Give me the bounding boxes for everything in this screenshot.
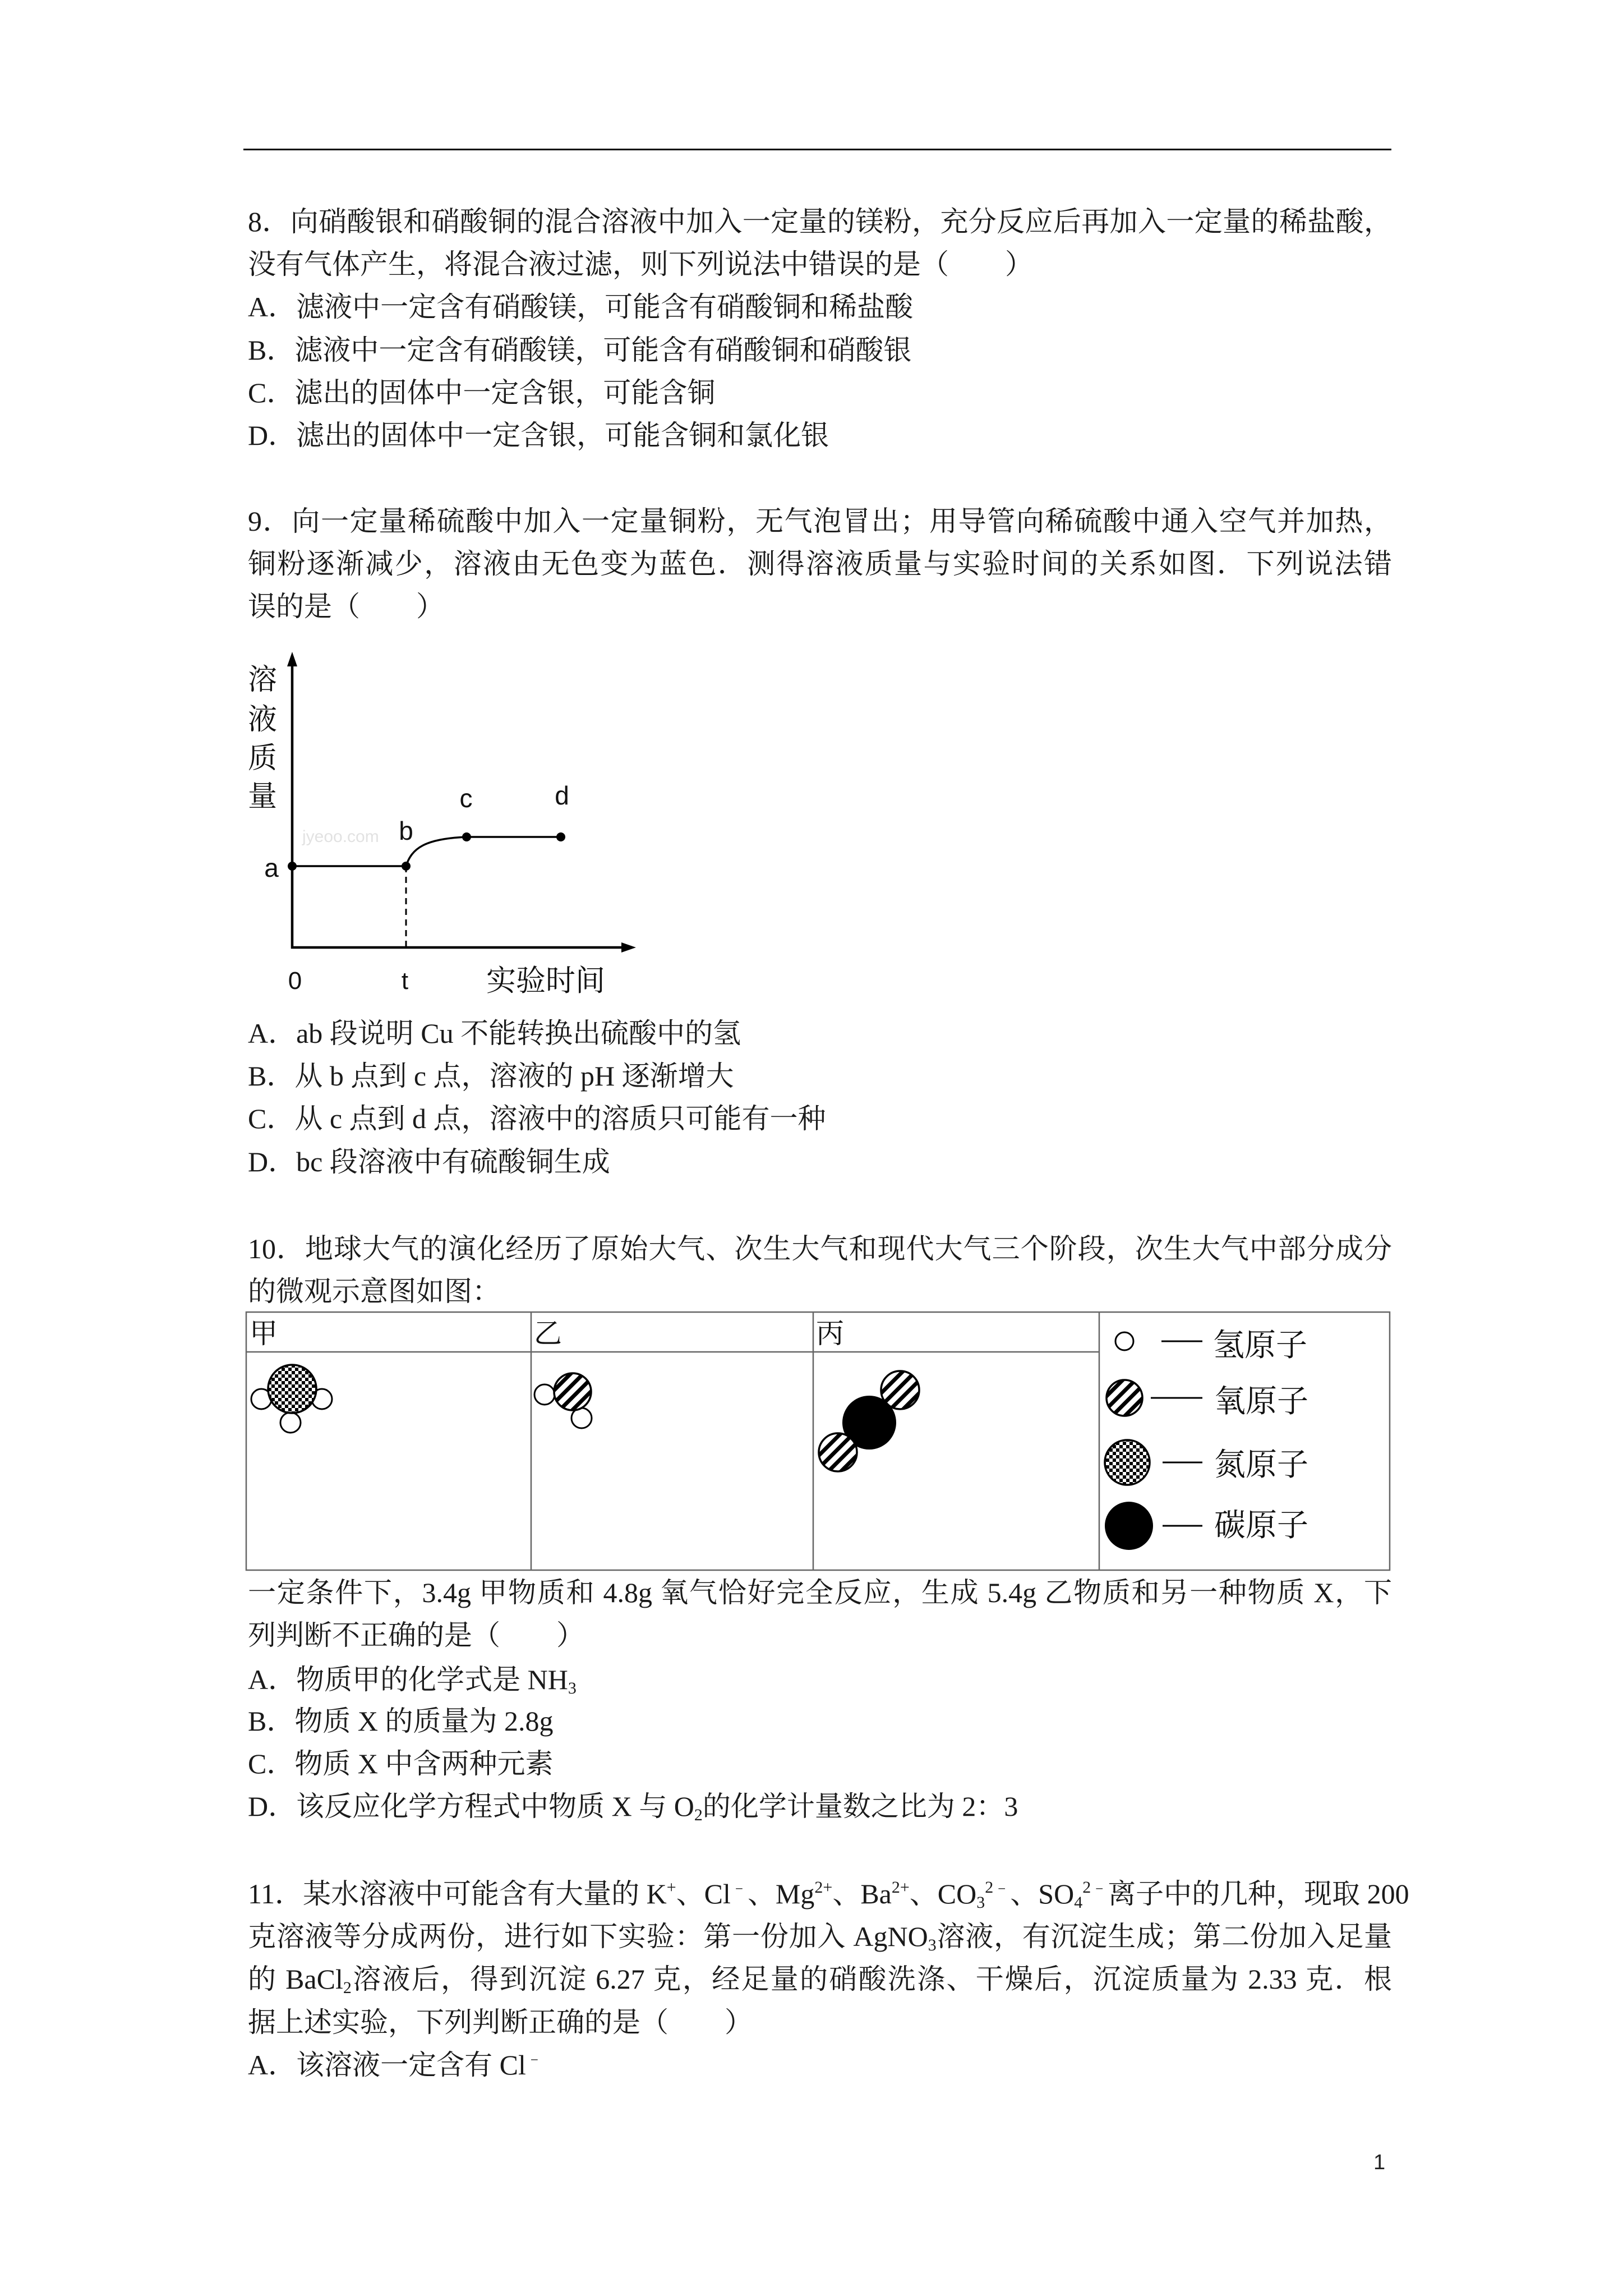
x-axis-arrow [621,942,636,953]
q9-option-c: C．从 c 点到 d 点，溶液中的溶质只可能有一种 [248,1103,826,1134]
q11-stem-line-1 [248,1872,1409,1915]
carbon-legend-icon [1105,1502,1153,1550]
hydrogen-atom [280,1412,301,1433]
q11-stem-line-2 [248,1915,1392,1958]
oxygen-atom [554,1373,591,1410]
superscript: 2+ [814,1878,833,1897]
text-run: 11．某水溶液中可能含有大量的 K [248,1878,667,1910]
graph-watermark: jyeoo.com [302,827,379,846]
superscript: ﹣ [730,1878,748,1897]
q10-option-d [248,1785,1018,1828]
subscript: 3 [928,1936,937,1955]
q10-stem-line-2: 的微观示意图如图： [248,1276,500,1307]
q10-stem2-line-2: 列判断不正确的是（ ） [248,1619,584,1651]
text-run: 的 BaCl [248,1963,343,1995]
q9-option-d: D．bc 段溶液中有硫酸铜生成 [248,1146,610,1177]
header-rule [243,149,1391,150]
text-run: 离子中的几种，现取 200 [1108,1878,1409,1910]
option-text: 的化学计量数之比为 2：3 [702,1791,1018,1822]
point-label-d: d [555,781,569,810]
point-d [556,832,565,841]
text-run: 、SO [1010,1878,1075,1910]
q8-stem-line-1: 8．向硝酸银和硝酸铜的混合溶液中加入一定量的镁粉，充分反应后再加入一定量的稀盐酸， [248,206,1392,237]
molecule-jia [251,1365,332,1433]
x-axis-label: 实验时间 [486,964,605,997]
q9-option-b: B．从 b 点到 c 点，溶液的 pH 逐渐增大 [248,1060,734,1092]
point-a [288,862,297,871]
superscript: + [666,1878,676,1897]
q11-option-a [248,2044,543,2086]
legend-label-hydrogen: 氢原子 [1213,1327,1307,1363]
origin-label: 0 [288,967,302,995]
text-run: 克溶液等分成两份，进行如下实验：第一份加入 AgNO [248,1921,928,1952]
q9-option-a: A．ab 段说明 Cu 不能转换出硫酸中的氢 [248,1018,741,1049]
q8-stem-line-2: 没有气体产生，将混合液过滤，则下列说法中错误的是（ ） [248,249,1033,280]
hydrogen-legend-icon [1115,1332,1133,1350]
hydrogen-atom [534,1384,555,1405]
q8-option-a: A．滤液中一定含有硝酸镁，可能含有硝酸铜和稀盐酸 [248,291,914,323]
curve-bc [406,837,467,866]
table-header-bing: 丙 [816,1318,844,1349]
text-run: 、Ba [832,1878,892,1910]
superscript: 2﹣ [1082,1878,1108,1897]
y-axis-label-char: 质 [247,742,278,775]
q11-stem-line-3 [248,1958,1392,2000]
subscript: 2 [694,1806,703,1825]
table-header-yi: 乙 [534,1318,562,1349]
y-axis-arrow [287,652,297,666]
q9-stem-line-2: 铜粉逐渐减少，溶液由无色变为蓝色．测得溶液质量与实验时间的关系如图．下列说法错 [248,548,1392,579]
y-axis-label-char: 量 [247,780,278,813]
q10-stem-line-1: 10．地球大气的演化经历了原始大气、次生大气和现代大气三个阶段，次生大气中部分成分 [248,1233,1392,1264]
molecule-diagram-table [241,1307,1396,1576]
text-run: 、CO [909,1878,977,1910]
oxygen-legend-icon [1106,1380,1142,1416]
point-label-c: c [459,784,473,813]
table-header-jia: 甲 [250,1318,278,1349]
q8-option-b: B．滤液中一定含有硝酸镁，可能含有硝酸铜和硝酸银 [248,334,912,366]
nitrogen-atom [268,1365,316,1413]
point-label-a: a [264,853,279,882]
subscript: 2 [343,1978,352,1998]
oxygen-atom [819,1433,857,1471]
subscript: 4 [1074,1893,1083,1912]
atom-legend [1105,1327,1308,1550]
point-b [402,862,411,871]
superscript: ﹣ [525,2049,543,2068]
q9-stem-line-3: 误的是（ ） [248,591,444,622]
point-label-b: b [399,816,413,845]
q10-option-c: C．物质 X 中含两种元素 [248,1748,554,1779]
q10-option-b: B．物质 X 的质量为 2.8g [248,1705,554,1737]
superscript: 2﹣ [985,1878,1011,1897]
subscript: 3 [568,1679,577,1698]
x-tick-label-t: t [401,967,409,995]
molecule-yi [534,1373,592,1428]
nitrogen-legend-icon [1105,1440,1150,1485]
y-axis-label-char: 液 [247,703,278,736]
text-run: 、Cl [676,1878,731,1910]
text-run: 溶液，有沉淀生成；第二份加入足量 [936,1921,1393,1952]
text-run: 、Mg [747,1878,815,1910]
legend-label-nitrogen: 氮原子 [1214,1447,1308,1482]
option-text: D．该反应化学方程式中物质 X 与 O [248,1791,694,1822]
q9-stem-line-1: 9．向一定量稀硫酸中加入一定量铜粉，无气泡冒出；用导管向稀硫酸中通入空气并加热， [248,505,1392,537]
y-axis-label-char: 溶 [247,664,278,696]
option-text: A．物质甲的化学式是 NH [248,1664,568,1695]
legend-label-carbon: 碳原子 [1214,1507,1308,1543]
point-c [462,832,471,841]
page-number: 1 [1373,2151,1386,2174]
q10-stem2-line-1: 一定条件下，3.4g 甲物质和 4.8g 氧气恰好完全反应，生成 5.4g 乙物质和另一种物质 X，下 [248,1577,1392,1608]
superscript: 2+ [891,1878,910,1897]
option-text: A．该溶液一定含有 Cl [248,2049,526,2081]
text-run: 溶液后，得到沉淀 6.27 克，经足量的硝酸洗涤、干燥后，沉淀质量为 2.33 克．根 [351,1963,1392,1995]
subscript: 3 [976,1893,985,1912]
legend-label-oxygen: 氧原子 [1214,1383,1308,1419]
molecule-bing [819,1371,919,1471]
solution-mass-vs-time-graph [236,639,639,1010]
q11-stem-line-4: 据上述实验，下列判断正确的是（ ） [248,2007,753,2038]
q8-option-d: D．滤出的固体中一定含银，可能含铜和氯化银 [248,420,829,451]
q10-option-a [248,1658,577,1701]
q8-option-c: C．滤出的固体中一定含银，可能含铜 [248,377,716,408]
